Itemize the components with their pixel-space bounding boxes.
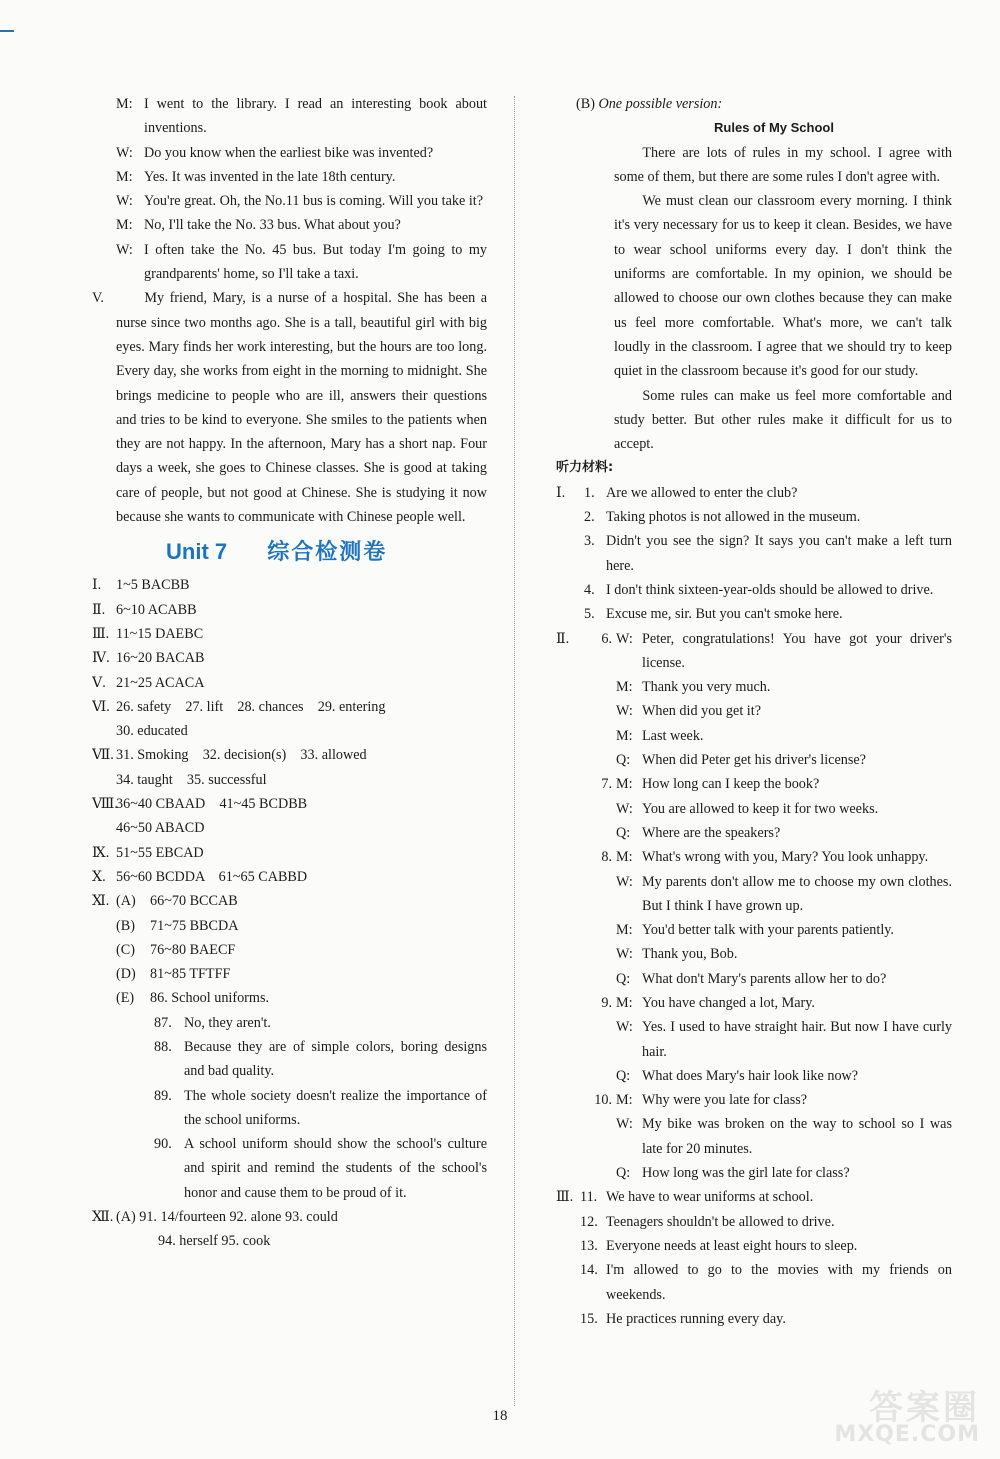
section-xi-e-list (92, 1011, 487, 1205)
xi-row (116, 938, 487, 962)
xi-label: (E) (116, 990, 135, 1007)
listening-dialogue-line (556, 1015, 952, 1064)
sec2-spacer (556, 870, 580, 919)
speaker-text: Yes. I used to have straight hair. But now I have curly hair. (642, 1019, 952, 1060)
dialogue-text: You're great. Oh, the No.11 bus is coming. Will you take it? (144, 193, 484, 210)
listening-item (580, 602, 952, 626)
item-text: He practices running every day. (606, 1310, 786, 1327)
item-number (580, 942, 616, 966)
xi-text: 66~70 BCCAB (150, 893, 238, 910)
answer-list (92, 573, 487, 889)
answer-row (92, 816, 487, 840)
item-number: 2. (584, 509, 595, 526)
xi-text: 86. School uniforms. (150, 990, 270, 1007)
item-number (580, 1112, 616, 1161)
listening-dialogue-line (556, 1161, 952, 1185)
answer-row (92, 768, 487, 792)
xi-label: (B) (116, 917, 135, 934)
speaker-text: You'd better talk with your parents patiently. (642, 922, 894, 939)
item-number: 4. (584, 581, 595, 598)
unit-heading (166, 537, 487, 567)
item-number: 10. (594, 1092, 612, 1109)
xi-text: 76~80 BAECF (150, 941, 236, 958)
xi-text: 71~75 BBCDA (150, 917, 239, 934)
dialogue-text: I went to the library. I read an interesting book about inventions. (144, 96, 487, 137)
column-divider (514, 96, 515, 1406)
speaker-text: What does Mary's hair look like now? (642, 1067, 859, 1084)
speaker-label: M: (616, 1092, 633, 1109)
item-number (580, 724, 616, 748)
answer-roman: Ⅹ. (92, 868, 106, 885)
answer-row (92, 622, 487, 646)
xi-row (116, 889, 487, 913)
sec2-label: Ⅱ. (556, 630, 570, 647)
item-number (580, 1064, 616, 1088)
page-number: 18 (492, 1408, 508, 1424)
watermark-logo (806, 1380, 986, 1450)
version-line (556, 92, 952, 116)
speaker-label: Q: (616, 752, 631, 769)
answer-row (92, 598, 487, 622)
answer-row (92, 743, 487, 767)
speaker-label: W: (616, 630, 633, 647)
dialogue-block (92, 92, 487, 286)
item-number (580, 699, 616, 723)
listening-dialogue-line (556, 627, 952, 676)
dialogue-text: No, I'll take the No. 33 bus. What about you? (144, 217, 401, 234)
item-number (580, 748, 616, 772)
listening-item (580, 1185, 952, 1209)
item-number (580, 918, 616, 942)
sec2-spacer (556, 1015, 580, 1064)
xi-row (116, 962, 487, 986)
xi-e-num: 89. (154, 1087, 172, 1104)
listening-dialogue-line (556, 845, 952, 869)
answer-text: 34. taught 35. successful (116, 771, 267, 788)
listening-sec1 (556, 481, 952, 627)
essay-body (556, 141, 952, 457)
unit-title: Unit 7 (166, 539, 228, 565)
answer-roman: Ⅸ. (92, 844, 110, 861)
sec2-spacer (556, 845, 580, 869)
speaker-label: Q: (616, 1165, 631, 1182)
section-v-text: My friend, Mary, is a nurse of a hospital. She has been a nurse since two months ago. She is a tall, beautiful girl with big eyes. Mary finds her work interesting, but the hours are too long. Every day, she works from eight in the morning to midnight. She brings medicine to people who are ill, answers their questions and tries to be kind to everyone. She smiles to the patients when they are not happy. In the afternoon, Mary has a short nap. Four days a week, she goes to Chinese classes. She is good at taking care of people, but not good at Chinese. She is studying it now because she wants to communicate with Chinese people well. (116, 290, 487, 526)
right-column (556, 92, 952, 1331)
dialogue-speaker: M: (116, 168, 133, 185)
speaker-text: Last week. (642, 727, 704, 744)
item-number (580, 967, 616, 991)
sec2-spacer (556, 1064, 580, 1088)
corner-mark (0, 30, 14, 32)
speaker-label: M: (616, 922, 633, 939)
item-number: 12. (580, 1213, 598, 1230)
speaker-label: Q: (616, 824, 631, 841)
dialogue-speaker: W: (116, 144, 133, 161)
speaker-label: W: (616, 1116, 633, 1133)
xi-label: (A) (116, 893, 136, 910)
answer-roman (92, 768, 116, 792)
answer-text: 46~50 ABACD (116, 820, 205, 837)
item-text: I don't think sixteen-year-olds should be allowed to drive. (606, 581, 934, 598)
xi-e-row (92, 1011, 487, 1035)
xi-row (116, 914, 487, 938)
listening-dialogue-line (556, 699, 952, 723)
sec3-label: Ⅲ. (556, 1189, 574, 1206)
item-text: Didn't you see the sign? It says you can't make a left turn here. (606, 533, 952, 574)
sec1-label: Ⅰ. (556, 484, 566, 501)
item-number (580, 797, 616, 821)
answer-text: 16~20 BACAB (116, 650, 205, 667)
answer-row (92, 573, 487, 597)
sec2-spacer (556, 1161, 580, 1185)
essay-paragraph: There are lots of rules in my school. I agree with some of them, but there are some rules I don't agree with. (614, 144, 952, 185)
listening-dialogue-line (556, 772, 952, 796)
item-text: Are we allowed to enter the club? (606, 484, 798, 501)
answer-row (92, 646, 487, 670)
xi-e-row (92, 1084, 487, 1133)
listening-sec2 (556, 627, 952, 1186)
answer-text: 51~55 EBCAD (116, 844, 204, 861)
dialogue-text: Yes. It was invented in the late 18th century. (144, 168, 396, 185)
listening-item (580, 1258, 952, 1307)
dialogue-speaker: W: (116, 193, 133, 210)
listening-dialogue-line (556, 675, 952, 699)
item-text: I'm allowed to go to the movies with my friends on weekends. (606, 1262, 952, 1303)
dialogue-speaker: M: (116, 217, 133, 234)
section-xi-list (116, 889, 487, 1010)
answer-text: 30. educated (116, 723, 188, 740)
dialogue-speaker: W: (116, 241, 133, 258)
listening-dialogue-line (556, 748, 952, 772)
answer-row (92, 865, 487, 889)
sec2-spacer (556, 699, 580, 723)
xi-e-num: 87. (154, 1014, 172, 1031)
answer-roman: Ⅷ. (92, 796, 118, 813)
section-v-label: V. (92, 290, 104, 307)
answer-roman: Ⅵ. (92, 698, 110, 715)
answer-roman: Ⅳ. (92, 650, 110, 667)
xi-e-num: 88. (154, 1038, 172, 1055)
answer-row (92, 792, 487, 816)
section-xii-b: 94. herself 95. cook (158, 1233, 271, 1250)
sec1-list (580, 481, 952, 627)
speaker-text: When did Peter get his driver's license? (642, 752, 866, 769)
speaker-text: You are allowed to keep it for two weeks. (642, 800, 879, 817)
listening-dialogue-line (556, 797, 952, 821)
essay-paragraph: Some rules can make us feel more comfortable and study better. But other rules make it difficult for us to accept. (614, 387, 952, 453)
speaker-text: What's wrong with you, Mary? You look unhappy. (642, 849, 929, 866)
speaker-label: M: (616, 849, 633, 866)
section-v (92, 286, 487, 529)
section-xii (92, 1205, 487, 1229)
speaker-label: W: (616, 873, 633, 890)
xi-e-row (92, 1035, 487, 1084)
speaker-text: How long can I keep the book? (642, 776, 820, 793)
sec2-spacer (556, 772, 580, 796)
listening-header: 听力材料: (556, 460, 614, 476)
speaker-label: Q: (616, 1067, 631, 1084)
section-xii-a: (A) 91. 14/fourteen 92. alone 93. could (116, 1209, 338, 1226)
sec2-spacer (556, 1112, 580, 1161)
speaker-text: My bike was broken on the way to school so I was late for 20 minutes. (642, 1116, 952, 1157)
listening-dialogue-line (556, 1064, 952, 1088)
listening-dialogue-line (556, 967, 952, 991)
answer-roman (92, 816, 116, 840)
dialogue-text: I often take the No. 45 bus. But today I'm going to my grandparents' home, so I'll take a taxi. (144, 241, 487, 283)
sec2-spacer (556, 724, 580, 748)
item-number: 1. (584, 484, 595, 501)
speaker-text: How long was the girl late for class? (642, 1165, 850, 1182)
item-number: 13. (580, 1237, 598, 1254)
section-xi-label: Ⅺ. (92, 893, 110, 910)
listening-dialogue-line (556, 821, 952, 845)
answer-row (92, 695, 487, 719)
item-number: 14. (580, 1262, 598, 1279)
speaker-label: W: (616, 703, 633, 720)
left-column (92, 92, 487, 1254)
unit-subtitle: 综合检测卷 (267, 539, 388, 565)
speaker-label: M: (616, 994, 633, 1011)
item-text: Teenagers shouldn't be allowed to drive. (606, 1213, 835, 1230)
xi-label: (C) (116, 941, 135, 958)
xi-e-num: 90. (154, 1136, 172, 1153)
listening-item (580, 505, 952, 529)
item-number (580, 1161, 616, 1185)
dialogue-text: Do you know when the earliest bike was invented? (144, 144, 434, 161)
item-number: 5. (584, 606, 595, 623)
sec2-spacer (556, 675, 580, 699)
xi-text: 81~85 TFTFF (150, 966, 231, 983)
listening-dialogue-line (556, 724, 952, 748)
speaker-text: Peter, congratulations! You have got your driver's license. (642, 630, 952, 671)
essay-paragraph: We must clean our classroom every morning. I think it's very necessary for us to keep it clean. Besides, we have to wear school uniforms every day. I don't think the uniforms are comfortable. In my opinion, we should be allowed to choose our own clothes because they can make us feel more comfortable. What's more, we can't talk loudly in the classroom. I agree that we should try to keep quiet in the classroom because it's good for our study. (614, 193, 952, 380)
answer-text: 36~40 CBAAD 41~45 BCDBB (116, 796, 308, 813)
speaker-label: M: (616, 679, 633, 696)
item-number: 7. (601, 776, 612, 793)
version-label: (B) (576, 96, 595, 112)
speaker-text: Thank you very much. (642, 679, 771, 696)
listening-item (580, 1234, 952, 1258)
sec3-list (580, 1185, 952, 1331)
sec2-spacer (556, 1088, 580, 1112)
item-number (580, 870, 616, 919)
answer-text: 56~60 BCDDA 61~65 CABBD (116, 868, 308, 885)
item-number (580, 1015, 616, 1064)
xi-row (116, 986, 487, 1010)
xi-e-row (92, 1132, 487, 1205)
item-text: We have to wear uniforms at school. (606, 1189, 814, 1206)
item-text: Taking photos is not allowed in the museum. (606, 509, 861, 526)
listening-item (580, 481, 952, 505)
listening-dialogue-line (556, 991, 952, 1015)
answer-text: 21~25 ACACA (116, 674, 205, 691)
answer-text: 31. Smoking 32. decision(s) 33. allowed (116, 747, 367, 764)
speaker-text: Thank you, Bob. (642, 946, 738, 963)
sec2-spacer (556, 991, 580, 1015)
answer-roman: Ⅱ. (92, 601, 106, 618)
speaker-label: W: (616, 946, 633, 963)
xi-e-text: A school uniform should show the school's culture and spirit and remind the students of the school's honor and cause them to be proud of it. (184, 1136, 487, 1201)
version-text: One possible version: (598, 96, 723, 112)
listening-item (580, 578, 952, 602)
section-xii-label: Ⅻ. (92, 1209, 114, 1226)
speaker-label: M: (616, 727, 633, 744)
xi-e-text: No, they aren't. (184, 1014, 271, 1031)
item-number: 8. (601, 849, 612, 866)
answer-roman: Ⅰ. (92, 577, 102, 594)
xi-label: (D) (116, 966, 136, 983)
item-number: 6. (601, 630, 612, 647)
listening-dialogue-line (556, 1088, 952, 1112)
answer-roman: Ⅲ. (92, 625, 110, 642)
sec2-spacer (556, 918, 580, 942)
dialogue-speaker: M: (116, 96, 133, 112)
answer-roman: Ⅴ. (92, 674, 106, 691)
answer-roman (92, 719, 116, 743)
watermark-line1: 答案圈 (869, 1388, 980, 1428)
dialogue-line (92, 189, 487, 213)
listening-dialogue-line (556, 1112, 952, 1161)
listening-dialogue-line (556, 942, 952, 966)
sec2-spacer (556, 942, 580, 966)
dialogue-line (92, 238, 487, 287)
listening-item (580, 529, 952, 578)
item-number: 3. (584, 533, 595, 550)
item-text: Excuse me, sir. But you can't smoke here. (606, 606, 843, 623)
answer-row (92, 841, 487, 865)
answer-text: 26. safety 27. lift 28. chances 29. entering (116, 698, 386, 715)
dialogue-line (92, 213, 487, 237)
sec2-spacer (556, 821, 580, 845)
sec2-spacer (556, 748, 580, 772)
speaker-text: When did you get it? (642, 703, 761, 720)
listening-item (580, 1210, 952, 1234)
item-number: 15. (580, 1310, 598, 1327)
answer-row (92, 719, 487, 743)
listening-sec3 (556, 1185, 952, 1331)
answer-text: 11~15 DAEBC (116, 625, 204, 642)
speaker-text: Why were you late for class? (642, 1092, 808, 1109)
section-xi (92, 889, 487, 1010)
dialogue-line (92, 141, 487, 165)
speaker-label: W: (616, 800, 633, 817)
answer-text: 6~10 ACABB (116, 601, 197, 618)
item-number: 11. (580, 1189, 598, 1206)
item-number (580, 675, 616, 699)
dialogue-line (92, 92, 487, 141)
item-number (580, 821, 616, 845)
watermark-line2: MXQE.COM (834, 1422, 980, 1447)
xi-e-text: The whole society doesn't realize the importance of the school uniforms. (184, 1087, 487, 1128)
speaker-text: Where are the speakers? (642, 824, 781, 841)
answer-text: 1~5 BACBB (116, 577, 190, 594)
speaker-text: My parents don't allow me to choose my own clothes. But I think I have grown up. (642, 873, 952, 914)
item-number: 9. (601, 994, 612, 1011)
speaker-text: You have changed a lot, Mary. (642, 994, 815, 1011)
speaker-text: What don't Mary's parents allow her to do? (642, 970, 887, 987)
item-text: Everyone needs at least eight hours to sleep. (606, 1237, 858, 1254)
answer-roman: Ⅶ. (92, 747, 114, 764)
speaker-label: M: (616, 776, 633, 793)
answer-row (92, 671, 487, 695)
xi-e-text: Because they are of simple colors, boring designs and bad quality. (184, 1038, 487, 1080)
speaker-label: Q: (616, 970, 631, 987)
listening-dialogue-line (556, 870, 952, 919)
essay-title: Rules of My School (714, 120, 834, 136)
sec2-spacer (556, 967, 580, 991)
listening-item (580, 1307, 952, 1331)
listening-dialogue-line (556, 918, 952, 942)
sec2-spacer (556, 797, 580, 821)
dialogue-line (92, 165, 487, 189)
speaker-label: W: (616, 1019, 633, 1036)
